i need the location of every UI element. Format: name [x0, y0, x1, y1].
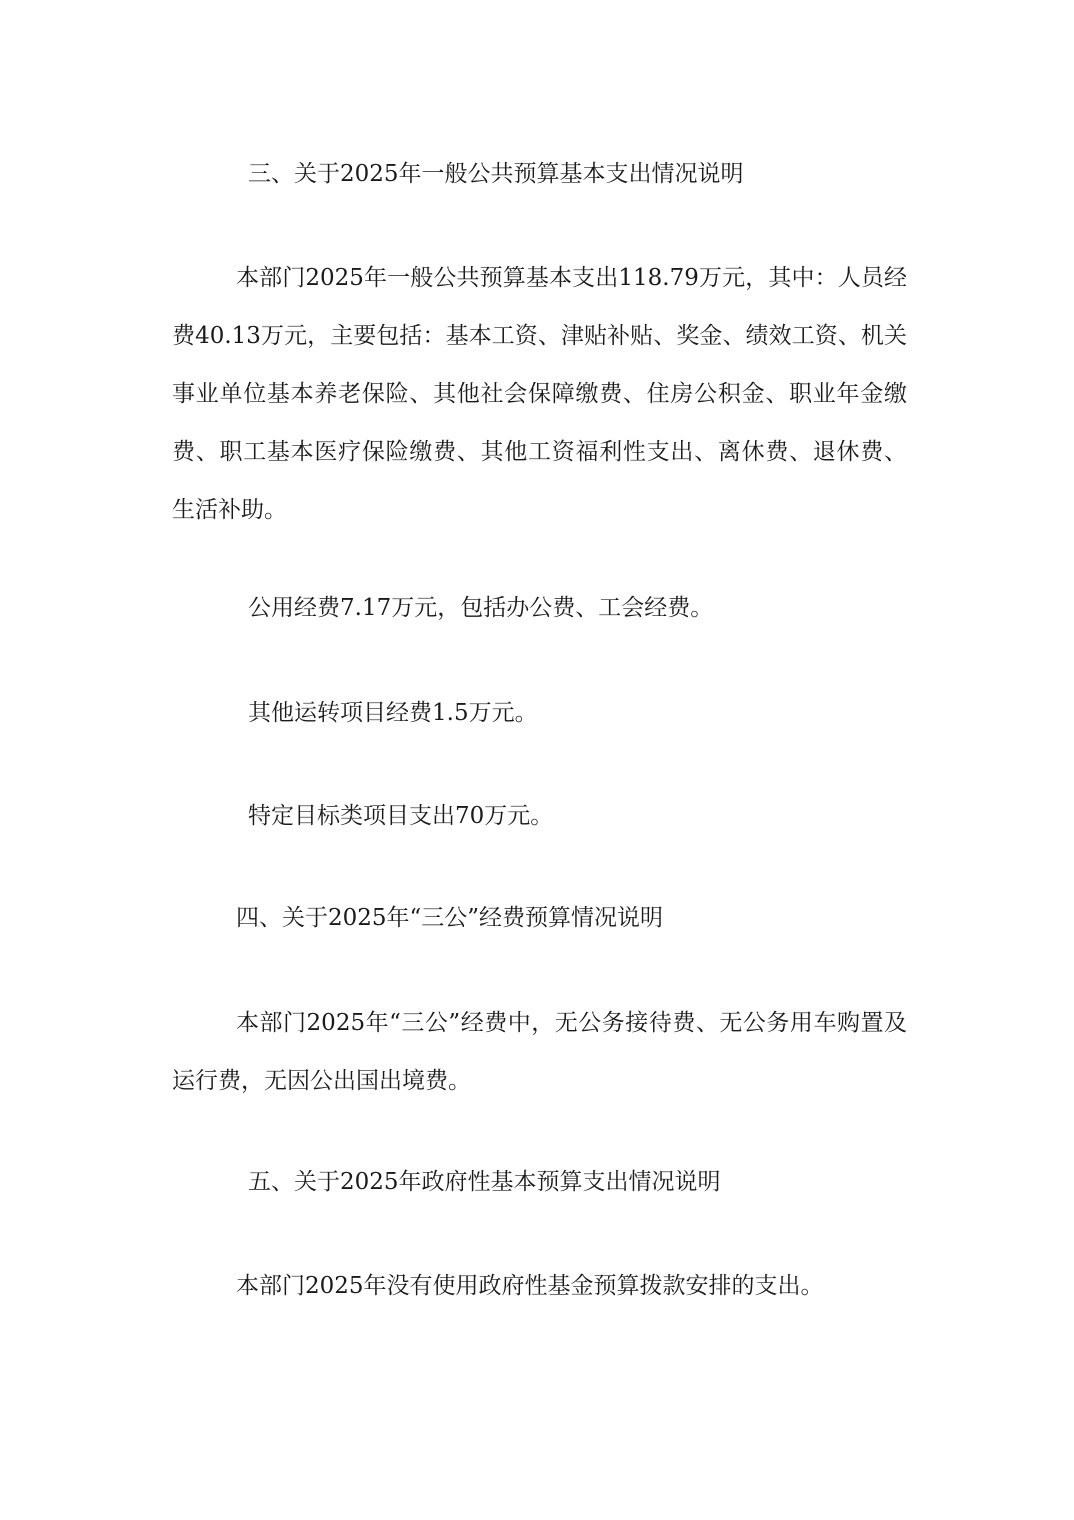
other-operations-paragraph: 其他运转项目经费1.5万元。 [248, 700, 538, 726]
special-project-paragraph: 特定目标类项目支出70万元。 [248, 803, 554, 829]
section-3-body: 本部门2025年一般公共预算基本支出118.79万元，其中：人员经费40.13万元，主要包括：基本工资、津贴补贴、奖金、绩效工资、机关事业单位基本养老保险、其他社会保障缴费、住房公积金、职业年金缴费、职工基本医疗保险缴费、其他工资福利性支出、离休费、退休费、生活补助。 [172, 265, 907, 523]
section-5-heading: 五、关于2025年政府性基本预算支出情况说明 [248, 1169, 721, 1195]
section-4-heading: 四、关于2025年“三公”经费预算情况说明 [236, 905, 664, 931]
section-4-body: 本部门2025年“三公”经费中，无公务接待费、无公务用车购置及运行费，无因公出国出境费。 [172, 1010, 907, 1094]
public-expense-paragraph: 公用经费7.17万元，包括办公费、工会经费。 [248, 595, 714, 621]
section-3-heading: 三、关于2025年一般公共预算基本支出情况说明 [248, 161, 744, 187]
section-5-body: 本部门2025年没有使用政府性基金预算拨款安排的支出。 [236, 1273, 824, 1299]
